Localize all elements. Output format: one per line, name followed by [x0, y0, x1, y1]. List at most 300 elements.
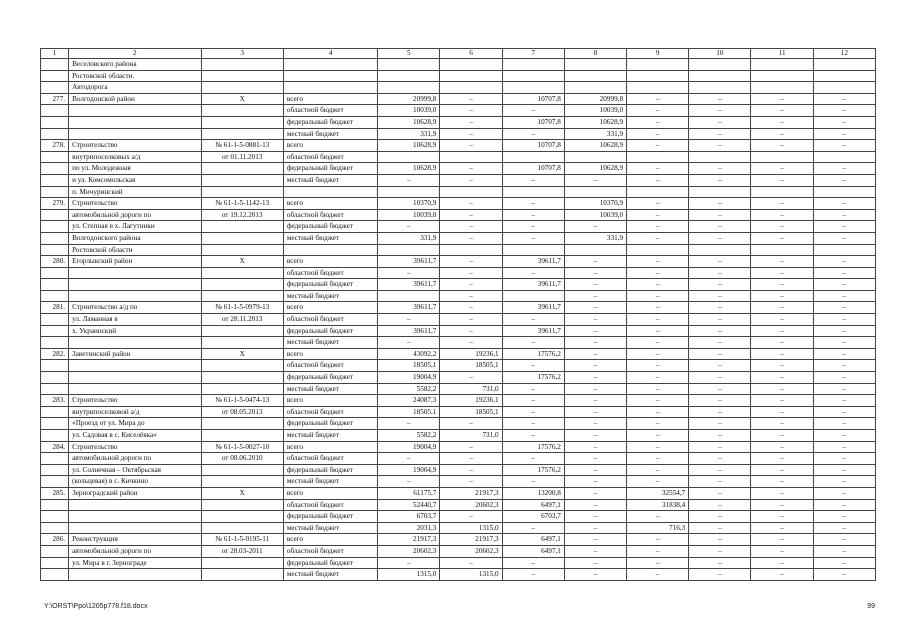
- amount-cell: 17576,2: [502, 441, 564, 453]
- table-row: [41, 441, 876, 453]
- amount-cell: [689, 151, 751, 163]
- amount-cell: [564, 186, 626, 198]
- table-row: [41, 418, 876, 430]
- row-number-cell: 277.: [41, 93, 69, 105]
- amount-cell: –: [813, 406, 875, 418]
- amount-cell: –: [502, 232, 564, 244]
- amount-cell: 331,9: [378, 128, 440, 140]
- amount-cell: –: [751, 557, 813, 569]
- amount-cell: –: [813, 557, 875, 569]
- amount-cell: [378, 244, 440, 256]
- document-number-cell: Х: [201, 348, 283, 360]
- table-row: [41, 70, 876, 82]
- amount-cell: [440, 82, 502, 94]
- row-number-cell: 282.: [41, 348, 69, 360]
- document-number-cell: [201, 499, 283, 511]
- column-number-header: 10: [689, 49, 751, 59]
- document-number-cell: [201, 267, 283, 279]
- amount-cell: –: [813, 511, 875, 523]
- amount-cell: –: [564, 395, 626, 407]
- amount-cell: –: [689, 290, 751, 302]
- amount-cell: –: [751, 174, 813, 186]
- amount-cell: –: [813, 163, 875, 175]
- funding-source-cell: областной бюджет: [283, 545, 377, 557]
- object-name-cell: внутрипоселковой а/д: [69, 406, 201, 418]
- amount-cell: [751, 59, 813, 71]
- amount-cell: 20602,3: [378, 545, 440, 557]
- amount-cell: [627, 244, 689, 256]
- amount-cell: 43092,2: [378, 348, 440, 360]
- funding-source-cell: [283, 186, 377, 198]
- document-number-cell: [201, 174, 283, 186]
- funding-source-cell: федеральный бюджет: [283, 325, 377, 337]
- funding-source-cell: областной бюджет: [283, 105, 377, 117]
- row-number-cell: [41, 511, 69, 523]
- amount-cell: –: [813, 464, 875, 476]
- amount-cell: –: [378, 557, 440, 569]
- row-number-cell: 283.: [41, 395, 69, 407]
- document-number-cell: [201, 325, 283, 337]
- row-number-cell: [41, 232, 69, 244]
- amount-cell: 1315,0: [440, 569, 502, 581]
- amount-cell: 19236,1: [440, 348, 502, 360]
- amount-cell: [440, 59, 502, 71]
- table-row: [41, 128, 876, 140]
- amount-cell: –: [813, 209, 875, 221]
- table-row: [41, 82, 876, 94]
- amount-cell: –: [689, 522, 751, 534]
- amount-cell: –: [627, 221, 689, 233]
- amount-cell: [502, 244, 564, 256]
- amount-cell: –: [689, 267, 751, 279]
- document-number-cell: от 19.12.2013: [201, 209, 283, 221]
- object-name-cell: Строительство: [69, 140, 201, 152]
- amount-cell: [751, 244, 813, 256]
- document-number-cell: № 61-1-5-0027-10: [201, 441, 283, 453]
- amount-cell: –: [564, 511, 626, 523]
- row-number-cell: [41, 418, 69, 430]
- row-number-cell: [41, 464, 69, 476]
- funding-source-cell: федеральный бюджет: [283, 557, 377, 569]
- amount-cell: –: [689, 105, 751, 117]
- amount-cell: –: [751, 325, 813, 337]
- amount-cell: –: [502, 453, 564, 465]
- amount-cell: 6497,1: [502, 534, 564, 546]
- amount-cell: 10707,8: [502, 163, 564, 175]
- amount-cell: –: [502, 406, 564, 418]
- object-name-cell: [69, 290, 201, 302]
- document-number-cell: [201, 105, 283, 117]
- amount-cell: 39611,7: [502, 302, 564, 314]
- amount-cell: –: [813, 372, 875, 384]
- amount-cell: –: [564, 522, 626, 534]
- document-number-cell: [201, 511, 283, 523]
- table-row: [41, 522, 876, 534]
- amount-cell: –: [813, 441, 875, 453]
- amount-cell: –: [751, 348, 813, 360]
- document-number-cell: [201, 70, 283, 82]
- row-number-cell: [41, 267, 69, 279]
- amount-cell: –: [689, 279, 751, 291]
- document-number-cell: № 61-1-5-1142-13: [201, 198, 283, 210]
- amount-cell: [627, 82, 689, 94]
- amount-cell: [813, 244, 875, 256]
- amount-cell: –: [813, 256, 875, 268]
- document-number-cell: [201, 418, 283, 430]
- amount-cell: 39611,7: [378, 325, 440, 337]
- amount-cell: –: [689, 128, 751, 140]
- amount-cell: 10707,8: [502, 93, 564, 105]
- amount-cell: 10628,9: [564, 116, 626, 128]
- amount-cell: [751, 82, 813, 94]
- amount-cell: –: [813, 522, 875, 534]
- object-name-cell: [69, 569, 201, 581]
- amount-cell: [564, 151, 626, 163]
- table-row: [41, 302, 876, 314]
- amount-cell: –: [440, 163, 502, 175]
- amount-cell: –: [502, 418, 564, 430]
- table-row: [41, 337, 876, 349]
- table-row: [41, 140, 876, 152]
- amount-cell: 19004,9: [378, 441, 440, 453]
- column-number-header: 11: [751, 49, 813, 59]
- amount-cell: –: [813, 325, 875, 337]
- funding-source-cell: [283, 70, 377, 82]
- amount-cell: –: [502, 221, 564, 233]
- table-row: [41, 569, 876, 581]
- amount-cell: –: [813, 93, 875, 105]
- amount-cell: –: [564, 430, 626, 442]
- amount-cell: –: [440, 128, 502, 140]
- amount-cell: 17576,2: [502, 348, 564, 360]
- amount-cell: 10039,0: [564, 105, 626, 117]
- row-number-cell: [41, 545, 69, 557]
- funding-source-cell: местный бюджет: [283, 476, 377, 488]
- document-number-cell: [201, 82, 283, 94]
- column-number-header: 8: [564, 49, 626, 59]
- funding-source-cell: областной бюджет: [283, 453, 377, 465]
- amount-cell: 39611,7: [502, 256, 564, 268]
- header-row: [41, 49, 876, 59]
- amount-cell: [564, 59, 626, 71]
- funding-source-cell: местный бюджет: [283, 290, 377, 302]
- amount-cell: –: [627, 174, 689, 186]
- object-name-cell: [69, 267, 201, 279]
- amount-cell: –: [627, 198, 689, 210]
- table-row: [41, 348, 876, 360]
- amount-cell: [689, 244, 751, 256]
- table-row: [41, 186, 876, 198]
- table-row: [41, 557, 876, 569]
- row-number-cell: 279.: [41, 198, 69, 210]
- table-row: [41, 453, 876, 465]
- amount-cell: [627, 59, 689, 71]
- column-number-header: 6: [440, 49, 502, 59]
- amount-cell: –: [813, 140, 875, 152]
- amount-cell: –: [689, 314, 751, 326]
- amount-cell: [378, 186, 440, 198]
- amount-cell: –: [751, 267, 813, 279]
- amount-cell: –: [751, 198, 813, 210]
- amount-cell: –: [440, 174, 502, 186]
- funding-source-cell: федеральный бюджет: [283, 163, 377, 175]
- amount-cell: –: [502, 522, 564, 534]
- funding-source-cell: всего: [283, 198, 377, 210]
- document-number-cell: [201, 372, 283, 384]
- amount-cell: –: [751, 337, 813, 349]
- table-row: [41, 93, 876, 105]
- amount-cell: 17576,2: [502, 464, 564, 476]
- amount-cell: –: [751, 499, 813, 511]
- amount-cell: –: [502, 267, 564, 279]
- amount-cell: –: [751, 105, 813, 117]
- amount-cell: –: [751, 232, 813, 244]
- document-number-cell: от 01.11.2013: [201, 151, 283, 163]
- amount-cell: 10039,0: [378, 209, 440, 221]
- amount-cell: –: [689, 348, 751, 360]
- amount-cell: –: [627, 406, 689, 418]
- amount-cell: [440, 70, 502, 82]
- amount-cell: [813, 151, 875, 163]
- object-name-cell: Егорлыкский район: [69, 256, 201, 268]
- amount-cell: –: [627, 116, 689, 128]
- amount-cell: –: [440, 337, 502, 349]
- object-name-cell: [69, 372, 201, 384]
- amount-cell: –: [627, 163, 689, 175]
- amount-cell: [813, 186, 875, 198]
- funding-source-cell: всего: [283, 93, 377, 105]
- object-name-cell: ул. Степная в х. Лагутники: [69, 221, 201, 233]
- amount-cell: –: [689, 534, 751, 546]
- amount-cell: –: [440, 209, 502, 221]
- amount-cell: –: [751, 545, 813, 557]
- amount-cell: –: [813, 487, 875, 499]
- row-number-cell: [41, 453, 69, 465]
- table-row: [41, 290, 876, 302]
- document-number-cell: [201, 232, 283, 244]
- object-name-cell: х. Украинский: [69, 325, 201, 337]
- amount-cell: –: [627, 372, 689, 384]
- amount-cell: –: [502, 360, 564, 372]
- amount-cell: –: [689, 325, 751, 337]
- amount-cell: –: [564, 383, 626, 395]
- amount-cell: –: [440, 93, 502, 105]
- object-name-cell: [69, 499, 201, 511]
- amount-cell: –: [813, 128, 875, 140]
- amount-cell: –: [564, 569, 626, 581]
- amount-cell: –: [813, 360, 875, 372]
- object-name-cell: Строительство: [69, 441, 201, 453]
- amount-cell: –: [689, 337, 751, 349]
- amount-cell: –: [751, 209, 813, 221]
- amount-cell: –: [502, 198, 564, 210]
- amount-cell: –: [627, 348, 689, 360]
- amount-cell: –: [502, 174, 564, 186]
- amount-cell: –: [627, 360, 689, 372]
- amount-cell: 1315,0: [440, 522, 502, 534]
- amount-cell: –: [813, 232, 875, 244]
- document-number-cell: [201, 360, 283, 372]
- amount-cell: 1315,0: [378, 569, 440, 581]
- amount-cell: 21917,3: [378, 534, 440, 546]
- amount-cell: –: [751, 314, 813, 326]
- amount-cell: –: [440, 453, 502, 465]
- amount-cell: –: [689, 545, 751, 557]
- amount-cell: –: [689, 232, 751, 244]
- amount-cell: –: [813, 395, 875, 407]
- amount-cell: [502, 59, 564, 71]
- amount-cell: –: [627, 476, 689, 488]
- amount-cell: [502, 186, 564, 198]
- document-number-cell: [201, 290, 283, 302]
- amount-cell: –: [689, 140, 751, 152]
- row-number-cell: [41, 59, 69, 71]
- amount-cell: [502, 82, 564, 94]
- object-name-cell: по ул. Молодежная: [69, 163, 201, 175]
- amount-cell: –: [813, 174, 875, 186]
- amount-cell: [564, 82, 626, 94]
- amount-cell: –: [751, 522, 813, 534]
- amount-cell: –: [564, 302, 626, 314]
- amount-cell: –: [689, 163, 751, 175]
- amount-cell: –: [502, 395, 564, 407]
- amount-cell: [751, 151, 813, 163]
- amount-cell: [751, 186, 813, 198]
- amount-cell: –: [440, 314, 502, 326]
- row-number-cell: [41, 499, 69, 511]
- amount-cell: –: [564, 372, 626, 384]
- funding-source-cell: федеральный бюджет: [283, 464, 377, 476]
- amount-cell: –: [689, 198, 751, 210]
- amount-cell: [689, 82, 751, 94]
- funding-source-cell: областной бюджет: [283, 151, 377, 163]
- amount-cell: –: [502, 105, 564, 117]
- document-number-cell: Х: [201, 487, 283, 499]
- object-name-cell: внутрипоселковых а/д: [69, 151, 201, 163]
- table-row: [41, 314, 876, 326]
- amount-cell: 52440,7: [378, 499, 440, 511]
- amount-cell: –: [751, 511, 813, 523]
- amount-cell: –: [751, 569, 813, 581]
- amount-cell: 39611,7: [378, 302, 440, 314]
- row-number-cell: [41, 116, 69, 128]
- amount-cell: –: [627, 383, 689, 395]
- document-number-cell: [201, 569, 283, 581]
- object-name-cell: [69, 360, 201, 372]
- object-name-cell: Ростовской области.: [69, 70, 201, 82]
- amount-cell: 31838,4: [627, 499, 689, 511]
- document-number-cell: [201, 430, 283, 442]
- amount-cell: [564, 244, 626, 256]
- amount-cell: [564, 70, 626, 82]
- table-row: [41, 406, 876, 418]
- amount-cell: –: [627, 430, 689, 442]
- funding-source-cell: областной бюджет: [283, 360, 377, 372]
- amount-cell: –: [440, 418, 502, 430]
- object-name-cell: [69, 116, 201, 128]
- amount-cell: –: [627, 545, 689, 557]
- document-number-cell: [201, 59, 283, 71]
- document-number-cell: от 28.03-2011: [201, 545, 283, 557]
- amount-cell: –: [813, 105, 875, 117]
- funding-source-cell: местный бюджет: [283, 522, 377, 534]
- amount-cell: –: [813, 267, 875, 279]
- column-number-header: 1: [41, 49, 69, 59]
- amount-cell: –: [689, 487, 751, 499]
- document-number-cell: [201, 128, 283, 140]
- object-name-cell: [69, 522, 201, 534]
- amount-cell: –: [440, 557, 502, 569]
- amount-cell: –: [751, 128, 813, 140]
- amount-cell: 20999,8: [564, 93, 626, 105]
- table-row: [41, 267, 876, 279]
- table-row: [41, 198, 876, 210]
- footer-file-path: Y:\ORST\Ppo\1205p778.f18.docx: [44, 603, 148, 610]
- document-number-cell: [201, 186, 283, 198]
- row-number-cell: [41, 557, 69, 569]
- document-number-cell: [201, 476, 283, 488]
- footer-page-number: 99: [867, 603, 875, 610]
- amount-cell: –: [440, 267, 502, 279]
- table-row: [41, 476, 876, 488]
- column-number-header: 2: [69, 49, 201, 59]
- amount-cell: –: [813, 198, 875, 210]
- row-number-cell: [41, 151, 69, 163]
- amount-cell: –: [689, 93, 751, 105]
- amount-cell: –: [813, 569, 875, 581]
- amount-cell: [813, 70, 875, 82]
- row-number-cell: 278.: [41, 140, 69, 152]
- row-number-cell: [41, 522, 69, 534]
- funding-source-cell: [283, 59, 377, 71]
- amount-cell: 10370,9: [378, 198, 440, 210]
- amount-cell: –: [689, 302, 751, 314]
- amount-cell: [440, 186, 502, 198]
- table-row: [41, 534, 876, 546]
- funding-source-cell: местный бюджет: [283, 383, 377, 395]
- amount-cell: 18505,1: [378, 360, 440, 372]
- object-name-cell: (кольцевая) в с. Кичкино: [69, 476, 201, 488]
- amount-cell: –: [440, 511, 502, 523]
- amount-cell: 6497,1: [502, 545, 564, 557]
- object-name-cell: [69, 105, 201, 117]
- document-number-cell: [201, 163, 283, 175]
- amount-cell: –: [440, 476, 502, 488]
- amount-cell: –: [813, 476, 875, 488]
- amount-cell: [689, 70, 751, 82]
- amount-cell: –: [689, 372, 751, 384]
- amount-cell: –: [751, 476, 813, 488]
- amount-cell: –: [564, 499, 626, 511]
- amount-cell: 39611,7: [378, 256, 440, 268]
- amount-cell: 10370,9: [564, 198, 626, 210]
- row-number-cell: [41, 337, 69, 349]
- object-name-cell: Волгодонского района: [69, 232, 201, 244]
- amount-cell: –: [813, 453, 875, 465]
- amount-cell: –: [813, 534, 875, 546]
- document-number-cell: [201, 116, 283, 128]
- amount-cell: –: [440, 105, 502, 117]
- funding-source-cell: областной бюджет: [283, 267, 377, 279]
- amount-cell: 10628,9: [564, 140, 626, 152]
- amount-cell: –: [751, 116, 813, 128]
- amount-cell: –: [689, 383, 751, 395]
- amount-cell: –: [564, 545, 626, 557]
- amount-cell: 21917,3: [440, 534, 502, 546]
- document-number-cell: № 61-1-5-0474-13: [201, 395, 283, 407]
- object-name-cell: Строительство: [69, 395, 201, 407]
- amount-cell: 5582,2: [378, 430, 440, 442]
